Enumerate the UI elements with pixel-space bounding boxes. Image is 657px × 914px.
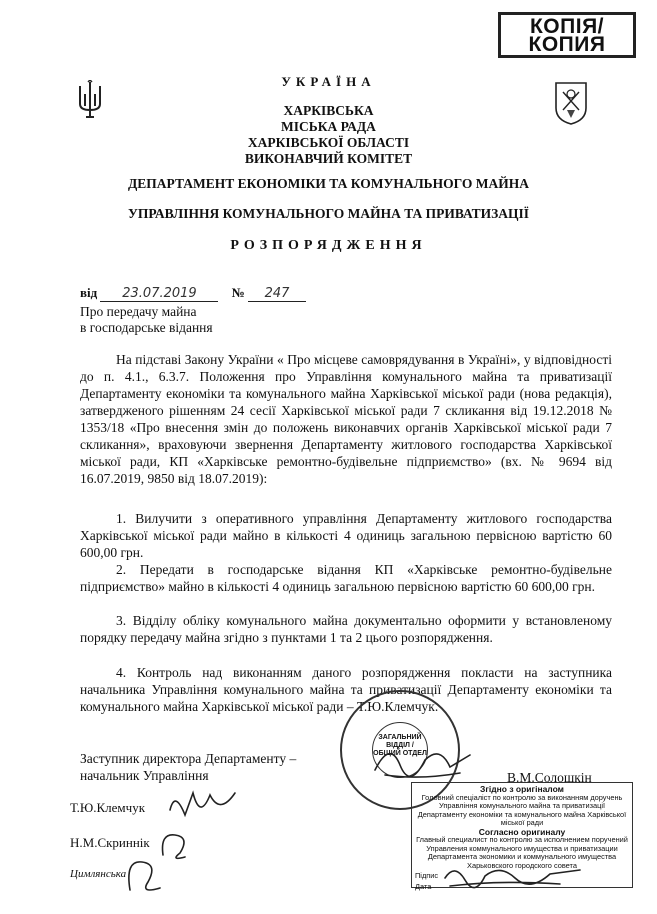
- order-date: 23.07.2019: [100, 286, 218, 302]
- copy-stamp-line-1: КОПІЯ/: [529, 15, 604, 38]
- round-seal-text: ОБЩИЙ ОТДЕЛ: [373, 750, 427, 757]
- issuer-line: МІСЬКА РАДА: [281, 119, 376, 134]
- subject-line: Про передачу майна: [80, 304, 197, 319]
- clause-2: 2. Передати в господарське відання КП «Харківське ремонтно-будівельне підприємство» майно в кількості 4 одиниць загальною первісною вартістю 60 600,00 грн.: [80, 562, 612, 594]
- country-heading: УКРАЇНА: [281, 74, 376, 89]
- document-type-heading: РОЗПОРЯДЖЕННЯ: [230, 238, 427, 253]
- stamp-text-ru: Главный специалист по контролю за исполнением поручений Управления коммунального имущества и приватизации Департамента экономики и коммунального имущества Харьковского городского совета: [416, 835, 628, 870]
- clause-1: 1. Вилучити з оперативного управління Департаменту житлового господарства Харківської міської ради майно в кількості 4 одиниць загальною первісною вартістю 60 600,00 грн.: [80, 511, 612, 560]
- subject-line: в господарське відання: [80, 320, 213, 335]
- stamp-text-uk: Головний спеціаліст по контролю за виконанням доручень Управління комунального майна та приватизації Департаменту економіки та комунального майна Харківської міської ради: [417, 792, 627, 827]
- date-prefix: від: [80, 285, 98, 300]
- issuer-line: ХАРКІВСЬКА: [283, 103, 374, 118]
- stamp-sign-label: Підпис: [415, 871, 439, 880]
- signatory-title: [80, 750, 296, 784]
- issuer-heading: [0, 103, 657, 167]
- order-number: 247: [248, 286, 306, 302]
- executor-name: Т.Ю.Клемчук: [70, 800, 146, 815]
- number-prefix: №: [231, 285, 245, 300]
- stamp-title-ru: Согласно оригиналу: [478, 826, 566, 837]
- clerk-name: Цимлянська: [70, 868, 127, 880]
- stamp-title-uk: Згідно з оригіналом: [480, 784, 564, 794]
- clause-4: 4. Контроль над виконанням даного розпорядження покласти на заступника начальника Управління комунального майна та приватизації Департаменту економіки та комунального майна Харківської міської ради – Т.Ю.Клемчук.: [80, 665, 612, 714]
- subject: [80, 304, 213, 336]
- clause-3: 3. Відділу обліку комунального майна документально оформити у встановленому порядку передачу майна згідно з пунктами 1 та 2 цього розпорядження.: [80, 613, 612, 645]
- director-signature: [370, 735, 480, 785]
- management-heading: УПРАВЛІННЯ КОМУНАЛЬНОГО МАЙНА ТА ПРИВАТИЗАЦІЇ: [128, 206, 529, 221]
- executor-signature: [165, 785, 245, 830]
- date-number-line: [80, 285, 306, 302]
- preamble-paragraph: На підставі Закону України « Про місцеве самоврядування в Україні», у відповідності до п. 4.1., 6.3.7. Положення про Управління комунального майна та приватизації Департаменту економіки та комунального майна Харківської міської ради (нова редакція), затвердженого рішенням 24 сесії Харківської міської ради 7 скликання від 19.12.2018 № 1353/18 «Про внесення змін до положень виконавчих органів Харківської міської ради 7 скликання», враховуючи звернення Департаменту житлового господарства Харківської міської ради, КП «Харківське ремонтно-будівельне підприємство» (вх. № 9694 від 16.07.2019, 9850 від 18.07.2019):: [80, 352, 612, 486]
- stamp-signature: [440, 858, 590, 890]
- signatory-title-line: начальник Управління: [80, 768, 209, 783]
- signatory-name: В.М.Солошкін: [507, 770, 592, 785]
- copy-stamp: [498, 12, 636, 58]
- signatory-title-line: Заступник директора Департаменту –: [80, 751, 297, 766]
- issuer-line: ХАРКІВСЬКОЇ ОБЛАСТІ: [247, 135, 410, 150]
- clerk-signature: [120, 850, 170, 900]
- copy-stamp-line-2: КОПИЯ: [528, 33, 606, 56]
- issuer-line: ВИКОНАВЧИЙ КОМІТЕТ: [244, 151, 413, 166]
- department-heading: ДЕПАРТАМЕНТ ЕКОНОМІКИ ТА КОМУНАЛЬНОГО МАЙНА: [128, 176, 529, 191]
- approver-name: Н.М.Скриннік: [70, 835, 150, 850]
- stamp-date-label: Дата: [415, 881, 432, 891]
- round-seal-text: ЗАГАЛЬНИЙ: [378, 734, 422, 741]
- round-seal-text: ВІДДІЛ /: [386, 742, 414, 749]
